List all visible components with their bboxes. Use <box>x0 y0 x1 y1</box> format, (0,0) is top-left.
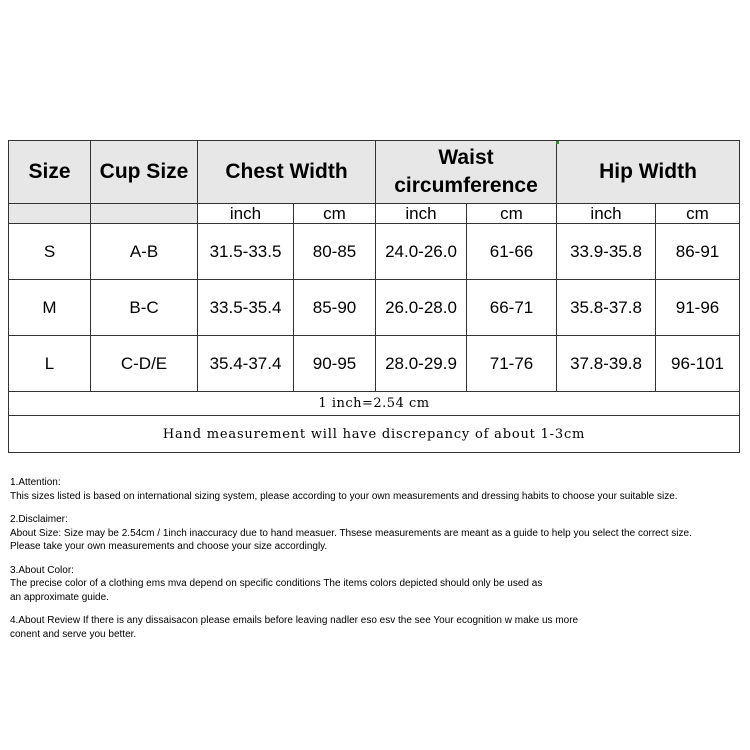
header-cup-size: Cup Size <box>91 141 198 204</box>
discrepancy-note: Hand measurement will have discrepancy of about 1-3cm <box>9 416 740 453</box>
note-text: The precise color of a clothing ems mva depend on specific conditions The items colors depicted should only be used as <box>10 578 543 589</box>
cell-waist-cm: 71-76 <box>467 336 557 392</box>
note-text: conent and serve you better. <box>10 628 137 640</box>
note-text: an approximate guide. <box>10 591 109 603</box>
cell-waist-cm: 61-66 <box>467 224 557 280</box>
cell-chest-inch: 31.5-33.5 <box>198 224 294 280</box>
conversion-row <box>9 392 740 416</box>
unit-chest-cm: cm <box>294 204 376 224</box>
cell-chest-cm: 80-85 <box>294 224 376 280</box>
green-mark <box>556 141 559 144</box>
header-hip-width: Hip Width <box>557 141 740 204</box>
cell-hip-inch: 33.9-35.8 <box>557 224 656 280</box>
cell-size: M <box>9 280 91 336</box>
cell-waist-inch: 26.0-28.0 <box>376 280 467 336</box>
cell-size: L <box>9 336 91 392</box>
cell-chest-inch: 35.4-37.4 <box>198 336 294 392</box>
table-row <box>9 224 740 280</box>
header-waist-circumference <box>376 141 557 204</box>
cell-hip-cm: 91-96 <box>656 280 740 336</box>
conversion-note: 1 inch=2.54 cm <box>9 392 740 416</box>
notes-section <box>10 476 745 651</box>
header-row <box>9 141 740 204</box>
unit-row <box>9 204 740 224</box>
cell-cup: C-D/E <box>91 336 198 392</box>
header-waist-line2: circumference <box>394 174 538 197</box>
header-size: Size <box>9 141 91 204</box>
note-color <box>10 564 745 605</box>
header-waist-line1: Waist <box>438 146 494 169</box>
cell-hip-cm: 86-91 <box>656 224 740 280</box>
unit-hip-inch: inch <box>557 204 656 224</box>
note-text: This sizes listed is based on international sizing system, please according to your own measurements and dressing habits to choose your suitable size. <box>10 490 678 502</box>
cell-hip-cm: 96-101 <box>656 336 740 392</box>
note-heading: 3.About Color: <box>10 564 74 576</box>
unit-waist-inch: inch <box>376 204 467 224</box>
note-review <box>10 614 745 641</box>
discrepancy-row <box>9 416 740 453</box>
note-text: Please take your own measurements and choose your size accordingly. <box>10 541 328 552</box>
size-chart-table <box>8 140 740 453</box>
cell-hip-inch: 37.8-39.8 <box>557 336 656 392</box>
note-attention <box>10 476 745 503</box>
unit-blank-size <box>9 204 91 224</box>
note-text: About Size: Size may be 2.54cm / 1inch inaccuracy due to hand measuer. Thsese measurements are meant as a guide to help you select the correct size. <box>10 527 692 539</box>
note-heading: 2.Disclaimer: <box>10 514 68 525</box>
cell-cup: A-B <box>91 224 198 280</box>
cell-hip-inch: 35.8-37.8 <box>557 280 656 336</box>
table-row <box>9 280 740 336</box>
unit-chest-inch: inch <box>198 204 294 224</box>
note-heading: 1.Attention: <box>10 477 61 488</box>
header-chest-width: Chest Width <box>198 141 376 204</box>
cell-waist-inch: 28.0-29.9 <box>376 336 467 392</box>
cell-waist-cm: 66-71 <box>467 280 557 336</box>
cell-chest-inch: 33.5-35.4 <box>198 280 294 336</box>
unit-waist-cm: cm <box>467 204 557 224</box>
unit-hip-cm: cm <box>656 204 740 224</box>
cell-chest-cm: 90-95 <box>294 336 376 392</box>
unit-blank-cup <box>91 204 198 224</box>
cell-chest-cm: 85-90 <box>294 280 376 336</box>
cell-waist-inch: 24.0-26.0 <box>376 224 467 280</box>
note-disclaimer <box>10 513 745 554</box>
cell-size: S <box>9 224 91 280</box>
table-row <box>9 336 740 392</box>
cell-cup: B-C <box>91 280 198 336</box>
note-text: 4.About Review If there is any dissaisacon please emails before leaving nadler eso esv the see Your ecognition w make us more <box>10 615 579 626</box>
